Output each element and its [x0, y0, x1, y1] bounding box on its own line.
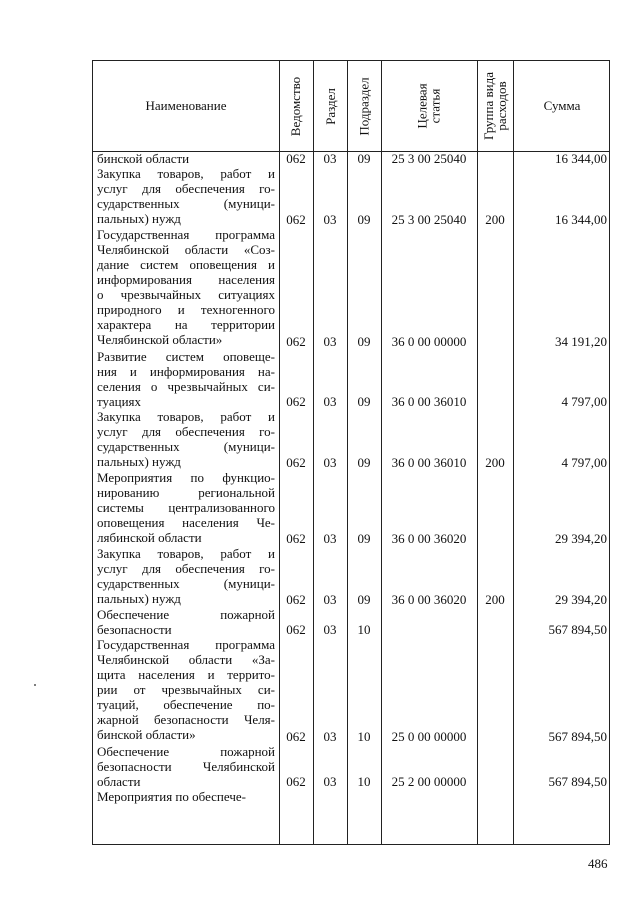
header-celevaya-line2: статья: [427, 88, 443, 124]
podrazdel-cell: 09: [357, 151, 371, 167]
header-celevaya: [381, 61, 477, 151]
table-row: [93, 637, 611, 743]
row-name-line: рии от чрезвычайных си-: [97, 682, 275, 698]
podrazdel-cell: 09: [357, 394, 371, 410]
razdel-cell: 03: [323, 333, 337, 349]
row-name: [97, 546, 275, 606]
budget-table: [92, 60, 610, 845]
podrazdel-cell: 10: [357, 728, 371, 744]
row-name-line: ния и информирования на-: [97, 363, 275, 379]
summa-cell: 29 394,20: [555, 591, 607, 607]
celevaya-cell: 25 2 00 00000: [391, 774, 467, 790]
vedomstvo-cell: 062: [286, 455, 306, 471]
row-name-line: селения о чрезвычайных си-: [97, 378, 275, 394]
row-name-line: услуг для обеспечения го-: [97, 424, 275, 440]
table-row: [93, 166, 611, 227]
row-name: [97, 409, 275, 469]
razdel-cell: 03: [323, 591, 337, 607]
row-name-line: Мероприятия по функцио-: [97, 470, 275, 486]
podrazdel-cell: 09: [357, 333, 371, 349]
scan-speck: [34, 684, 36, 686]
row-name-line: сударственных (муници-: [97, 576, 275, 592]
table-row: [93, 151, 611, 166]
table-row: [93, 227, 611, 349]
vedomstvo-cell: 062: [286, 151, 306, 167]
razdel-cell: 03: [323, 622, 337, 638]
row-name-line: лябинской области: [97, 530, 202, 546]
table-row: [93, 470, 611, 546]
summa-cell: 29 394,20: [555, 531, 607, 547]
gruppa-cell: 200: [485, 591, 505, 607]
row-name: [97, 227, 275, 347]
summa-cell: 34 191,20: [555, 333, 607, 349]
header-podrazdel-label: Подраздел: [356, 76, 372, 136]
row-name-line: жарной безопасности Челя-: [97, 712, 275, 728]
row-name-line: природного и техногенного: [97, 302, 275, 317]
summa-cell: 567 894,50: [548, 622, 607, 638]
row-name-line: Развитие систем оповеще-: [97, 348, 275, 364]
razdel-cell: 03: [323, 531, 337, 547]
summa-cell: 16 344,00: [555, 151, 607, 167]
row-name-line: Челябинской области «Соз-: [97, 242, 275, 257]
row-name-line: щита населения и террито-: [97, 667, 275, 683]
table-row: [93, 546, 611, 607]
vedomstvo-cell: 062: [286, 591, 306, 607]
celevaya-cell: 25 3 00 25040: [391, 151, 467, 167]
vedomstvo-cell: 062: [286, 211, 306, 227]
row-name-line: системы централизованного: [97, 500, 275, 516]
row-name-line: услуг для обеспечения го-: [97, 181, 275, 197]
podrazdel-cell: 09: [357, 531, 371, 547]
razdel-cell: 03: [323, 394, 337, 410]
razdel-cell: 03: [323, 455, 337, 471]
vedomstvo-cell: 062: [286, 333, 306, 349]
header-summa: [513, 61, 611, 151]
vedomstvo-cell: 062: [286, 394, 306, 410]
row-name: [97, 744, 275, 789]
header-name: [93, 61, 279, 151]
table-row: [93, 409, 611, 470]
page-number: 486: [588, 856, 608, 871]
row-name-line: нированию региональной: [97, 485, 275, 501]
row-name-line: Обеспечение пожарной: [97, 743, 275, 759]
summa-cell: 567 894,50: [548, 774, 607, 790]
celevaya-cell: 36 0 00 00000: [391, 333, 467, 349]
row-name-line: Закупка товаров, работ и: [97, 546, 275, 562]
header-razdel: [313, 61, 347, 151]
summa-cell: 4 797,00: [561, 394, 607, 410]
row-name-line: о чрезвычайных ситуациях: [97, 287, 275, 302]
vedomstvo-cell: 062: [286, 774, 306, 790]
header-summa-label: Сумма: [543, 98, 581, 113]
header-razdel-label: Раздел: [322, 87, 338, 125]
header-celevaya-label: [416, 83, 442, 128]
vedomstvo-cell: 062: [286, 728, 306, 744]
summa-cell: 567 894,50: [548, 728, 607, 744]
row-name-line: безопасности Челябинской: [97, 758, 275, 774]
header-name-label: Наименование: [145, 98, 227, 113]
row-name: [97, 166, 275, 226]
row-name-line: области: [97, 773, 141, 789]
header-vedomstvo: [279, 61, 313, 151]
row-name-line: безопасности: [97, 622, 172, 637]
row-name-line: пальных) нужд: [97, 591, 181, 607]
row-name-line: Закупка товаров, работ и: [97, 409, 275, 425]
header-gruppa: [477, 61, 513, 151]
celevaya-cell: 25 0 00 00000: [391, 728, 467, 744]
row-name-line: Челябинской области»: [97, 332, 223, 347]
summa-cell: 16 344,00: [555, 211, 607, 227]
row-name-line: Закупка товаров, работ и: [97, 166, 275, 182]
razdel-cell: 03: [323, 774, 337, 790]
row-name-line: сударственных (муници-: [97, 439, 275, 455]
razdel-cell: 03: [323, 151, 337, 167]
row-name: [97, 607, 275, 637]
row-name: [97, 349, 275, 409]
row-name-line: оповещения населения Че-: [97, 515, 275, 531]
podrazdel-cell: 09: [357, 211, 371, 227]
row-name: [97, 789, 275, 804]
row-name-line: туациях: [97, 393, 142, 409]
table-row: [93, 789, 611, 804]
row-name-line: Челябинской области «За-: [97, 652, 275, 668]
table-row: [93, 349, 611, 410]
celevaya-cell: 25 3 00 25040: [391, 211, 467, 227]
row-name-line: Государственная программа: [97, 227, 275, 242]
celevaya-cell: 36 0 00 36010: [391, 455, 467, 471]
row-name: [97, 470, 275, 545]
header-gruppa-line1: Группа вида: [481, 72, 497, 140]
row-name-line: услуг для обеспечения го-: [97, 561, 275, 577]
row-name-line: пальных) нужд: [97, 454, 181, 470]
podrazdel-cell: 09: [357, 455, 371, 471]
vedomstvo-cell: 062: [286, 622, 306, 638]
podrazdel-cell: 10: [357, 622, 371, 638]
table-row: [93, 607, 611, 637]
header-gruppa-line2: расходов: [494, 81, 510, 131]
row-name-line: Мероприятия по обеспече-: [97, 789, 246, 805]
row-name-line: Государственная программа: [97, 637, 275, 653]
celevaya-cell: 36 0 00 36020: [391, 531, 467, 547]
table-row: [93, 744, 611, 790]
row-name-line: дание систем оповещения и: [97, 257, 275, 272]
razdel-cell: 03: [323, 728, 337, 744]
podrazdel-cell: 09: [357, 591, 371, 607]
gruppa-cell: 200: [485, 455, 505, 471]
header-podrazdel: [347, 61, 381, 151]
celevaya-cell: 36 0 00 36020: [391, 591, 467, 607]
header-celevaya-line1: Целевая: [414, 83, 430, 129]
row-name-line: бинской области: [97, 151, 190, 166]
vedomstvo-cell: 062: [286, 531, 306, 547]
row-name-line: бинской области»: [97, 727, 196, 743]
celevaya-cell: 36 0 00 36010: [391, 394, 467, 410]
header-gruppa-label: [482, 72, 508, 140]
razdel-cell: 03: [323, 211, 337, 227]
row-name-line: характера на территории: [97, 317, 275, 332]
header-vedomstvo-label: Ведомство: [288, 76, 304, 136]
row-name-line: сударственных (муници-: [97, 196, 275, 212]
summa-cell: 4 797,00: [561, 455, 607, 471]
podrazdel-cell: 10: [357, 774, 371, 790]
row-name-line: пальных) нужд: [97, 211, 181, 227]
row-name: [97, 151, 275, 166]
row-name: [97, 637, 275, 742]
row-name-line: Обеспечение пожарной: [97, 607, 275, 622]
gruppa-cell: 200: [485, 211, 505, 227]
row-name-line: информирования населения: [97, 272, 275, 287]
row-name-line: туаций, обеспечение по-: [97, 697, 275, 713]
